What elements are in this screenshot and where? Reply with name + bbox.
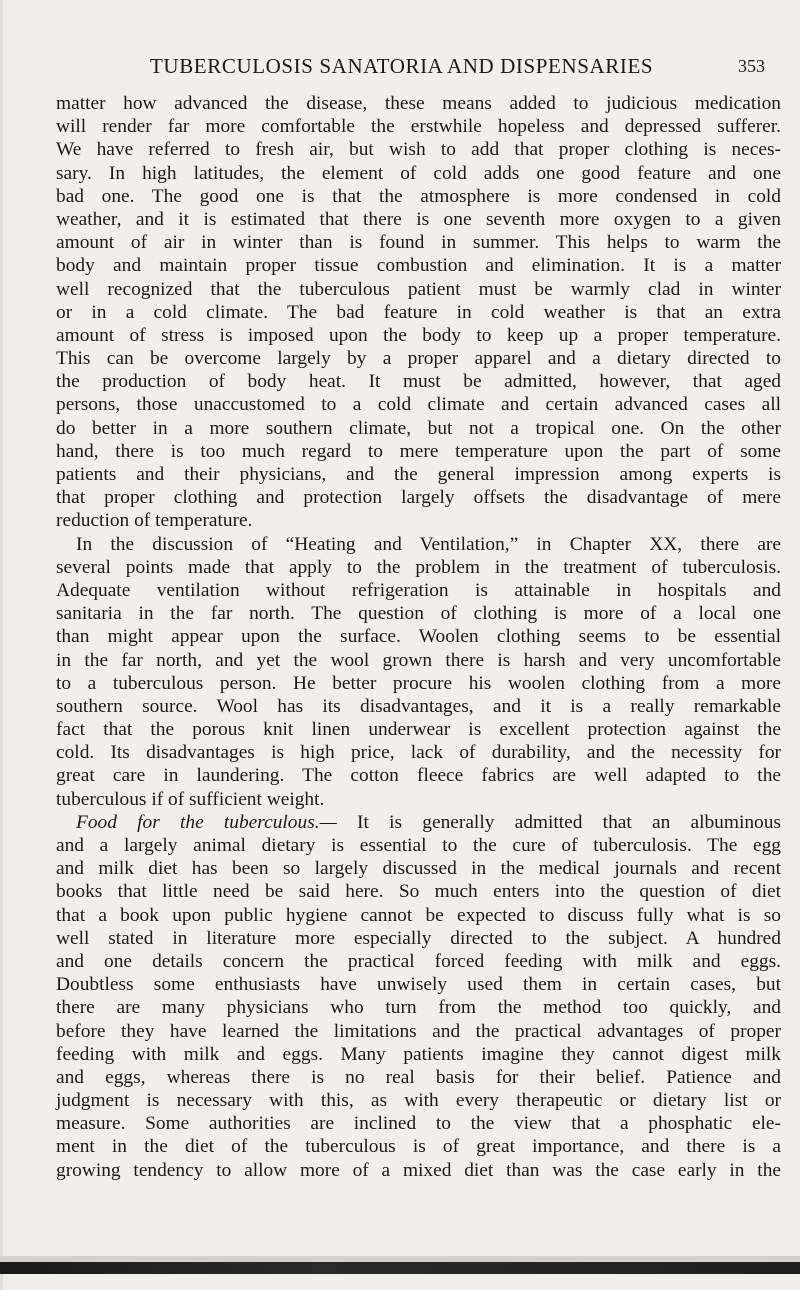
- text-line: and a largely animal dietary is essential to the cure of tuberculosis. The egg: [56, 835, 781, 856]
- text-line: ment in the diet of the tuberculous is of great importance, and there is a: [56, 1136, 781, 1158]
- text-line: measure. Some authorities are inclined to the view that a phosphatic ele-: [56, 1113, 781, 1135]
- text-line: fact that the porous knit linen underwear is excellent protection against the: [56, 719, 781, 741]
- text-line: This can be overcome largely by a proper apparel and a dietary directed to: [56, 348, 781, 370]
- text-line: great care in laundering. The cotton fleece fabrics are well adapted to the: [56, 765, 781, 787]
- text-line: persons, those unaccustomed to a cold climate and certain advanced cases all: [56, 394, 781, 416]
- text-line: amount of stress is imposed upon the body to keep up a proper temperature.: [56, 324, 781, 346]
- running-title: TUBERCULOSIS SANATORIA AND DISPENSARIES: [150, 54, 654, 78]
- text-line: hand, there is too much regard to mere temperature upon the part of some: [56, 440, 781, 462]
- text-line: several points made that apply to the problem in the treatment of tuberculosis.: [56, 556, 781, 578]
- text-line: Doubtless some enthusiasts have unwisely used them in certain cases, but: [56, 974, 781, 996]
- text-line: Adequate ventilation without refrigeration is attainable in hospitals and: [56, 579, 781, 601]
- text-line: or in a cold climate. The bad feature in cold weather is that an extra: [56, 301, 781, 323]
- text-line: body and maintain proper tissue combustion and elimination. It is a matter: [56, 255, 781, 277]
- text-line: the production of body heat. It must be admitted, however, that aged: [56, 371, 781, 393]
- page-edge: [0, 0, 3, 1290]
- text-line: [56, 811, 781, 834]
- text-line: bad one. The good one is that the atmosphere is more condensed in cold: [56, 185, 781, 207]
- text-line: and one details concern the practical forced feeding with milk and eggs.: [56, 950, 781, 972]
- text-line: before they have learned the limitations and the practical advantages of proper: [56, 1020, 781, 1042]
- page-number: 353: [738, 56, 765, 76]
- text-line: than might appear upon the surface. Woolen clothing seems to be essential: [56, 626, 781, 648]
- text-line: well stated in literature more especially directed to the subject. A hundred: [56, 927, 781, 949]
- text-line: do better in a more southern climate, but not a tropical one. On the other: [56, 417, 781, 439]
- text-line: that a book upon public hygiene cannot be expected to discuss fully what is so: [56, 904, 781, 926]
- text-line: books that little need be said here. So much enters into the question of diet: [56, 881, 781, 903]
- text-line: well recognized that the tuberculous patient must be warmly clad in winter: [56, 278, 781, 300]
- text-line: southern source. Wool has its disadvantages, and it is a really remarkable: [56, 695, 781, 717]
- text-line: In the discussion of “Heating and Ventilation,” in Chapter XX, there are: [76, 533, 781, 555]
- section-heading: Food for the tuberculous.—: [76, 811, 337, 833]
- text-line: growing tendency to allow more of a mixed diet than was the case early in the: [56, 1159, 781, 1181]
- text-line: amount of air in winter than is found in summer. This helps to warm the: [56, 232, 781, 254]
- text-line: feeding with milk and eggs. Many patients imagine they cannot digest milk: [56, 1043, 781, 1065]
- text-line: in the far north, and yet the wool grown there is harsh and very uncomfortable: [56, 649, 781, 671]
- text-line: judgment is necessary with this, as with every therapeutic or dietary list or: [56, 1090, 781, 1112]
- text-line: matter how advanced the disease, these means added to judicious medication: [56, 93, 781, 114]
- text-line: and milk diet has been so largely discussed in the medical journals and recent: [56, 858, 781, 880]
- text-line: reduction of temperature.: [56, 510, 253, 532]
- text-line: tuberculous if of sufficient weight.: [56, 788, 325, 810]
- text-line: and eggs, whereas there is no real basis for their belief. Patience and: [56, 1066, 781, 1088]
- text-line: patients and their physicians, and the general impression among experts is: [56, 464, 781, 485]
- text-line: sanitaria in the far north. The question of clothing is more of a local one: [56, 603, 781, 625]
- text-line: that proper clothing and protection largely offsets the disadvantage of mere: [56, 487, 781, 509]
- text-line: sary. In high latitudes, the element of cold adds one good feature and one: [56, 162, 781, 184]
- body-text: [56, 92, 781, 1182]
- text-line: weather, and it is estimated that there is one seventh more oxygen to a given: [56, 208, 781, 230]
- text-line: to a tuberculous person. He better procure his woolen clothing from a more: [56, 672, 781, 694]
- text-line: cold. Its disadvantages is high price, lack of durability, and the necessity for: [56, 742, 781, 764]
- text-line: will render far more comfortable the erstwhile hopeless and depressed sufferer.: [56, 116, 781, 138]
- text-line: We have referred to fresh air, but wish to add that proper clothing is neces-: [56, 139, 781, 161]
- text-line-tail: It is generally admitted that an albuminous: [357, 811, 781, 833]
- text-line: there are many physicians who turn from the method too quickly, and: [56, 997, 781, 1019]
- scan-edge-bar: [0, 1262, 800, 1274]
